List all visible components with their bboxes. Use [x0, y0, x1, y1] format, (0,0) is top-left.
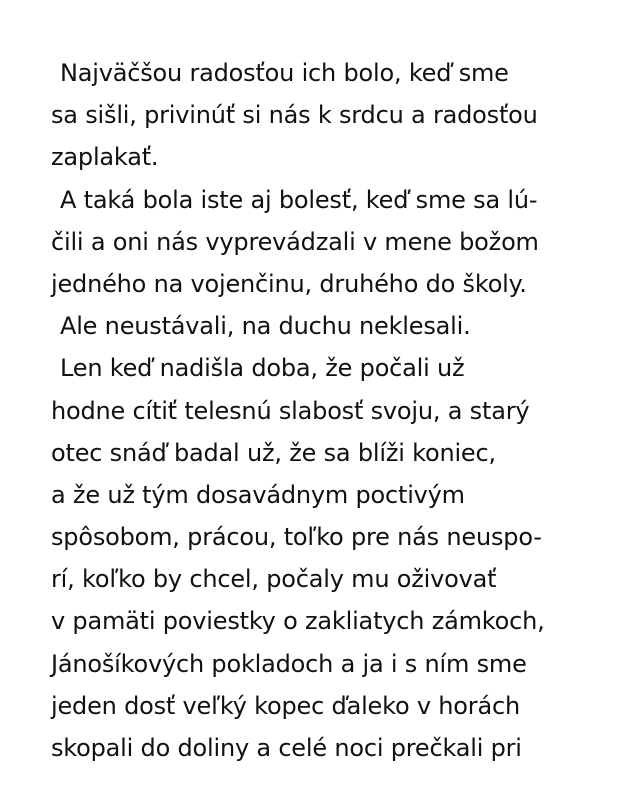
text-line: jeden dosť veľký kopec ďaleko v horách [51, 691, 520, 720]
text-line: zaplakať. [51, 143, 159, 172]
text-line: hodne cítiť telesnú slabosť svoju, a starý [51, 396, 530, 425]
body-text [51, 52, 611, 769]
text-line: čili a oni nás vyprevádzali v mene božom [51, 227, 539, 256]
text-line: rí, koľko by chcel, počaly mu oživovať [51, 565, 497, 594]
text-line: spôsobom, prácou, toľko pre nás neuspo- [51, 523, 542, 552]
text-line: A taká bola iste aj bolesť, keď sme sa lú- [60, 185, 538, 214]
text-line: skopali do doliny a celé noci prečkali pri [51, 734, 522, 762]
text-line: a že už tým dosavádnym poctivým [51, 480, 465, 509]
text-line: Ale neustávali, na duchu neklesali. [60, 312, 471, 341]
text-line: Najväčšou radosťou ich bolo, keď sme [60, 59, 509, 87]
text-line: Jánošíkových pokladoch a ja i s ním sme [51, 649, 527, 678]
text-line: jedného na vojenčinu, druhého do školy. [51, 269, 527, 298]
text-line: v pamäti poviestky o zakliatych zámkoch, [51, 607, 545, 636]
text-line: Len keď nadišla doba, že počali už [60, 354, 465, 383]
text-line: sa sišli, privinúť si nás k srdcu a radosťou [51, 101, 538, 130]
text-line: otec snáď badal už, že sa blíži koniec, [51, 438, 496, 467]
